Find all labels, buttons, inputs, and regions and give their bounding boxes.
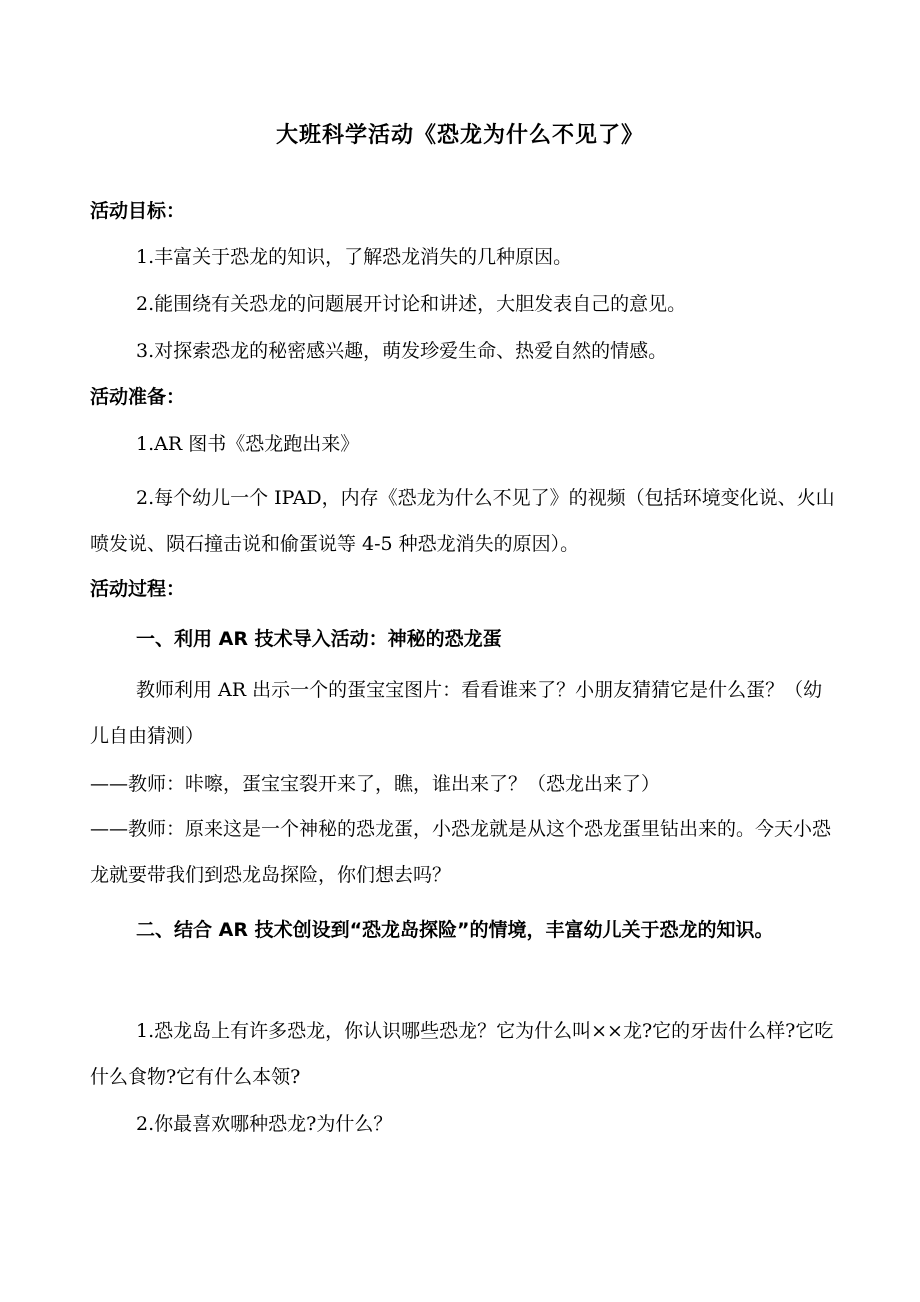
- section1-heading: 一、利用 AR 技术导入活动：神秘的恐龙蛋: [136, 628, 502, 650]
- goal-item-2: 2.能围绕有关恐龙的问题展开讨论和讲述，大胆发表自己的意见。: [136, 293, 687, 315]
- section2-heading: 二、结合 AR 技术创设到“恐龙岛探险”的情境，丰富幼儿关于恐龙的知识。: [136, 919, 774, 941]
- prep-item-2: 2.每个幼儿一个 IPAD，内存《恐龙为什么不见了》的视频（包括环境变化说、火山喷发说、陨石撞击说和偷蛋说等 4-5 种恐龙消失的原因）。: [90, 487, 835, 555]
- process-heading: 活动过程：: [90, 578, 186, 600]
- goals-heading: 活动目标：: [90, 200, 186, 222]
- prep-heading: 活动准备：: [90, 386, 186, 408]
- goal-item-1: 1.丰富关于恐龙的知识，了解恐龙消失的几种原因。: [136, 246, 573, 268]
- section2-item-2: 2.你最喜欢哪种恐龙?为什么？: [136, 1113, 393, 1135]
- teacher-line-1: ——教师：咔嚓，蛋宝宝裂开来了，瞧，谁出来了？（恐龙出来了）: [90, 773, 661, 795]
- goal-item-3: 3.对探索恐龙的秘密感兴趣，萌发珍爱生命、热爱自然的情感。: [136, 340, 668, 362]
- section2-item-1: 1.恐龙岛上有许多恐龙，你认识哪些恐龙？它为什么叫××龙?它的牙齿什么样?它吃什么食物?它有什么本领?: [90, 1020, 834, 1088]
- prep-item-1: 1.AR 图书《恐龙跑出来》: [136, 433, 360, 455]
- section1-paragraph: 教师利用 AR 出示一个的蛋宝宝图片：看看谁来了？小朋友猜猜它是什么蛋？（幼儿自由猜测）: [90, 679, 823, 747]
- teacher-line-2: ——教师：原来这是一个神秘的恐龙蛋，小恐龙就是从这个恐龙蛋里钻出来的。今天小恐龙就要带我们到恐龙岛探险，你们想去吗？: [90, 818, 832, 886]
- document-title: 大班科学活动《恐龙为什么不见了》: [275, 123, 644, 148]
